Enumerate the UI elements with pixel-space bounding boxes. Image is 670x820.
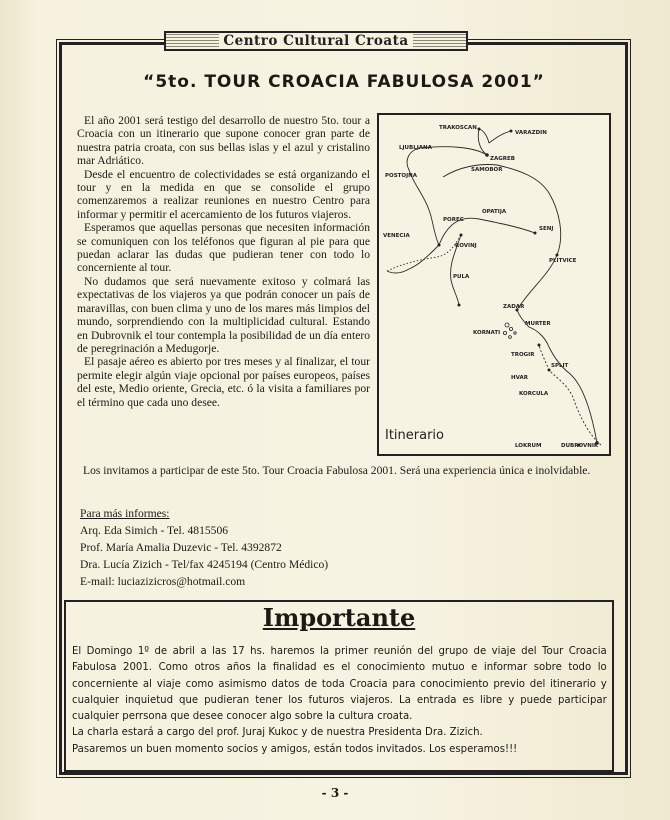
- city-label: LJUBLJANA: [399, 145, 432, 151]
- city-label: MURTER: [525, 321, 551, 327]
- important-title: Importante: [262, 603, 416, 632]
- city-label: VENECIA: [383, 233, 410, 239]
- contact-line: Prof. María Amalia Duzevic - Tel. 4392872: [80, 541, 282, 554]
- masthead-banner: [164, 31, 468, 51]
- city-label: SPLIT: [551, 363, 569, 369]
- important-paragraph: El Domingo 1º de abril a las 17 hs. haremos la primer reunión del grupo de viaje del Tour Croacia Fabulosa 2001. Como otros años la finalidad es el conocimiento mutuo e informar sobre todo lo concerniente al viaje como asimismo datos de toda Croacia para conocimiento previo del itinerario y cualquier inquietud que pudieran tener los futuros viajeros. La entrada es libre y puede participar cualquier perrsona que desee conocer algo sobre la cultura croata.: [72, 644, 607, 723]
- city-label: TRAKOSCAN: [439, 125, 477, 131]
- city-label: KORCULA: [519, 391, 549, 397]
- important-paragraph: Pasaremos un buen momento socios y amigos, están todos invitados. Los esperamos!!!: [72, 741, 518, 755]
- article-title: “5to. TOUR CROACIA FABULOSA 2001”: [143, 72, 545, 92]
- intro-paragraph: El año 2001 será testigo del desarrollo de nuestro 5to. tour a Croacia con un itinerario que supone conocer gran parte de nuestra patria croata, con sus bellas islas y el azul y cristalino mar Adriático.: [77, 114, 370, 168]
- route-stops: [438, 128, 599, 447]
- city-label: ROVINJ: [455, 243, 477, 249]
- route-to-venecia: [387, 245, 439, 273]
- city-label: POREC: [443, 217, 464, 223]
- invitation-text: Los invitamos a participar de este 5to. Tour Croacia Fabulosa 2001. Será una experiencia única e inolvidable.: [83, 464, 591, 477]
- contact-line: Dra. Lucía Zizich - Tel/fax 4245194 (Centro Médico): [80, 558, 329, 571]
- route-map-svg: [379, 115, 609, 454]
- city-label: POSTOJNA: [385, 173, 418, 179]
- intro-paragraph: No dudamos que será nuevamente exitoso y colmará las expectativas de los viajeros ya que podrán conocer un país de maravillas, con buen clima y uno de los mares más limpios del mundo, sorprendiendo con la multiplicidad cultural. Estando en Dubrovnik el tour contempla la posibilidad de un día entero de peregrinación a Medugorje.: [77, 274, 370, 355]
- city-label: PULA: [453, 274, 470, 280]
- city-label: OPATIJA: [482, 209, 507, 215]
- city-label: VARAZDIN: [515, 130, 547, 136]
- contact-line: Arq. Eda Simich - Tel. 4815506: [80, 524, 229, 537]
- intro-paragraph: El pasaje aéreo es abierto por tres meses y al finalizar, el tour permite elegir algún viaje opcional por países europeos, países del este, Medio oriente, Grecia, etc. ó la visita a familiares por el término que cada uno desee.: [77, 355, 370, 409]
- city-label: DUBROVNIK: [561, 443, 599, 449]
- map-caption: Itinerario: [385, 428, 445, 443]
- city-label: SENJ: [539, 226, 554, 232]
- masthead-text: Centro Cultural Croata: [219, 33, 412, 49]
- important-text: [72, 643, 607, 757]
- contact-header: Para más informes:: [80, 507, 170, 520]
- city-label: ZADAR: [503, 304, 525, 310]
- contact-email: E-mail: luciazizicros@hotmail.com: [80, 575, 246, 588]
- city-label: SAMOBOR: [471, 167, 503, 173]
- intro-paragraph: Esperamos que aquellas personas que necesiten información se comuniquen con los teléfonos que figuran al pie para que puedan aclarar las dudas que pudieran tener con todo lo concerniente al tour.: [77, 221, 370, 275]
- route-from-venecia: [387, 235, 461, 271]
- city-label: LOKRUM: [515, 443, 542, 449]
- city-label: HVAR: [511, 375, 528, 381]
- route-islands: [539, 345, 601, 445]
- route-north: [479, 129, 511, 143]
- important-paragraph: La charla estará a cargo del prof. Juraj Kukoc y de nuestra Presidenta Dra. Zizich.: [72, 725, 483, 739]
- route-coast-south: [517, 310, 597, 443]
- city-label: TROGIR: [511, 352, 535, 358]
- contact-list: [80, 505, 480, 590]
- intro-paragraph: Desde el encuentro de colectividades se está organizando el tour y en la medida en que se consolide el grupo comenzaremos a realizar reuniones en nuestro Centro para informar y permitir el acercamiento de los futuros viajeros.: [77, 167, 370, 221]
- city-label: PLITVICE: [549, 258, 577, 264]
- itinerary-map: [377, 113, 611, 456]
- city-label: KORNATI: [473, 330, 501, 336]
- kornati-islands: [503, 323, 516, 338]
- route-lines: [387, 129, 601, 445]
- intro-text: [77, 114, 370, 409]
- city-label: ZAGREB: [490, 156, 515, 162]
- page-number: - 3 -: [321, 786, 349, 800]
